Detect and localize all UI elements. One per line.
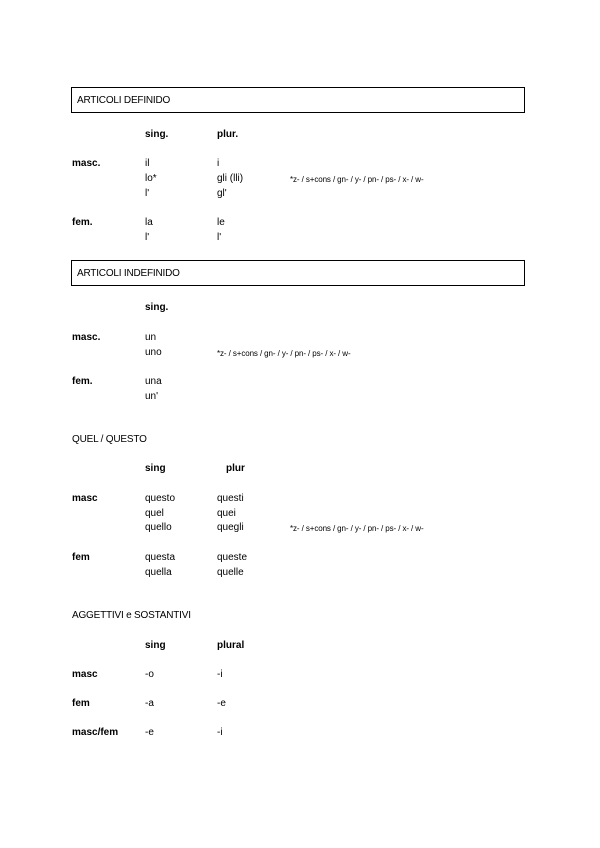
col-plur-definiti: plur.	[217, 129, 239, 140]
note-indefiniti: *z- / s+cons / gn- / y- / pn- / ps- / x- / w-	[217, 349, 351, 358]
masc-sing-definiti-1: il	[145, 158, 150, 169]
fem-plur-definiti-2: l'	[217, 232, 222, 243]
fem-sing-definiti-1: la	[145, 217, 153, 228]
col-sing-aggettivi: sing	[145, 640, 166, 651]
plur-aggettivi-masc-fem: -i	[217, 727, 223, 738]
section-title-quel-questo: QUEL / QUESTO	[72, 434, 147, 445]
masc-sing-definiti-2: lo*	[145, 173, 157, 184]
plur-aggettivi-masc: -i	[217, 669, 223, 680]
note-definiti: *z- / s+cons / gn- / y- / pn- / ps- / x- / w-	[290, 175, 424, 184]
row-label-fem-quel-questo: fem	[72, 552, 90, 563]
plur-aggettivi-fem: -e	[217, 698, 226, 709]
col-sing-quel-questo: sing	[145, 463, 166, 474]
section-title-box-indefiniti	[71, 260, 525, 286]
section-title-definiti: ARTICOLI DEFINIDO	[77, 95, 171, 106]
masc-sing-indefiniti-2: uno	[145, 347, 162, 358]
col-sing-definiti: sing.	[145, 129, 169, 140]
col-sing-indefiniti: sing.	[145, 302, 169, 313]
masc-sing-definiti-3: l'	[145, 188, 150, 199]
fem-plur-definiti-1: le	[217, 217, 225, 228]
sing-aggettivi-masc: -o	[145, 669, 154, 680]
masc-plur-quel-questo-1: questi	[217, 493, 244, 504]
fem-sing-indefiniti-1: una	[145, 376, 162, 387]
row-label-fem-definiti: fem.	[72, 217, 93, 228]
masc-sing-quel-questo-3: quello	[145, 522, 172, 533]
masc-plur-definiti-1: i	[217, 158, 220, 169]
row-label-fem-indefiniti: fem.	[72, 376, 93, 387]
fem-sing-quel-questo-2: quella	[145, 567, 172, 578]
fem-plur-quel-questo-1: queste	[217, 552, 248, 563]
masc-sing-quel-questo-1: questo	[145, 493, 176, 504]
masc-sing-quel-questo-2: quel	[145, 508, 164, 519]
col-plur-quel-questo: plur	[226, 463, 245, 474]
row-label-masc-quel-questo: masc	[72, 493, 98, 504]
row-label-aggettivi-masc-fem: masc/fem	[72, 727, 119, 738]
masc-plur-quel-questo-2: quei	[217, 508, 236, 519]
note-quel-questo: *z- / s+cons / gn- / y- / pn- / ps- / x- / w-	[290, 524, 424, 533]
masc-plur-quel-questo-3: quegli	[217, 522, 244, 533]
section-title-indefiniti: ARTICOLI INDEFINIDO	[77, 268, 180, 279]
masc-plur-definiti-3: gl'	[217, 188, 227, 199]
row-label-masc-definiti: masc.	[72, 158, 101, 169]
sing-aggettivi-fem: -a	[145, 698, 154, 709]
section-title-aggettivi: AGGETTIVI e SOSTANTIVI	[72, 610, 191, 621]
row-label-aggettivi-masc: masc	[72, 669, 98, 680]
col-plur-aggettivi: plural	[217, 640, 245, 651]
section-title-box-definiti	[71, 87, 525, 113]
fem-sing-quel-questo-1: questa	[145, 552, 176, 563]
row-label-masc-indefiniti: masc.	[72, 332, 101, 343]
masc-plur-definiti-2: gli (lli)	[217, 173, 244, 184]
fem-sing-definiti-2: l'	[145, 232, 150, 243]
sing-aggettivi-masc-fem: -e	[145, 727, 154, 738]
row-label-aggettivi-fem: fem	[72, 698, 90, 709]
fem-sing-indefiniti-2: un'	[145, 391, 159, 402]
fem-plur-quel-questo-2: quelle	[217, 567, 244, 578]
masc-sing-indefiniti-1: un	[145, 332, 157, 343]
